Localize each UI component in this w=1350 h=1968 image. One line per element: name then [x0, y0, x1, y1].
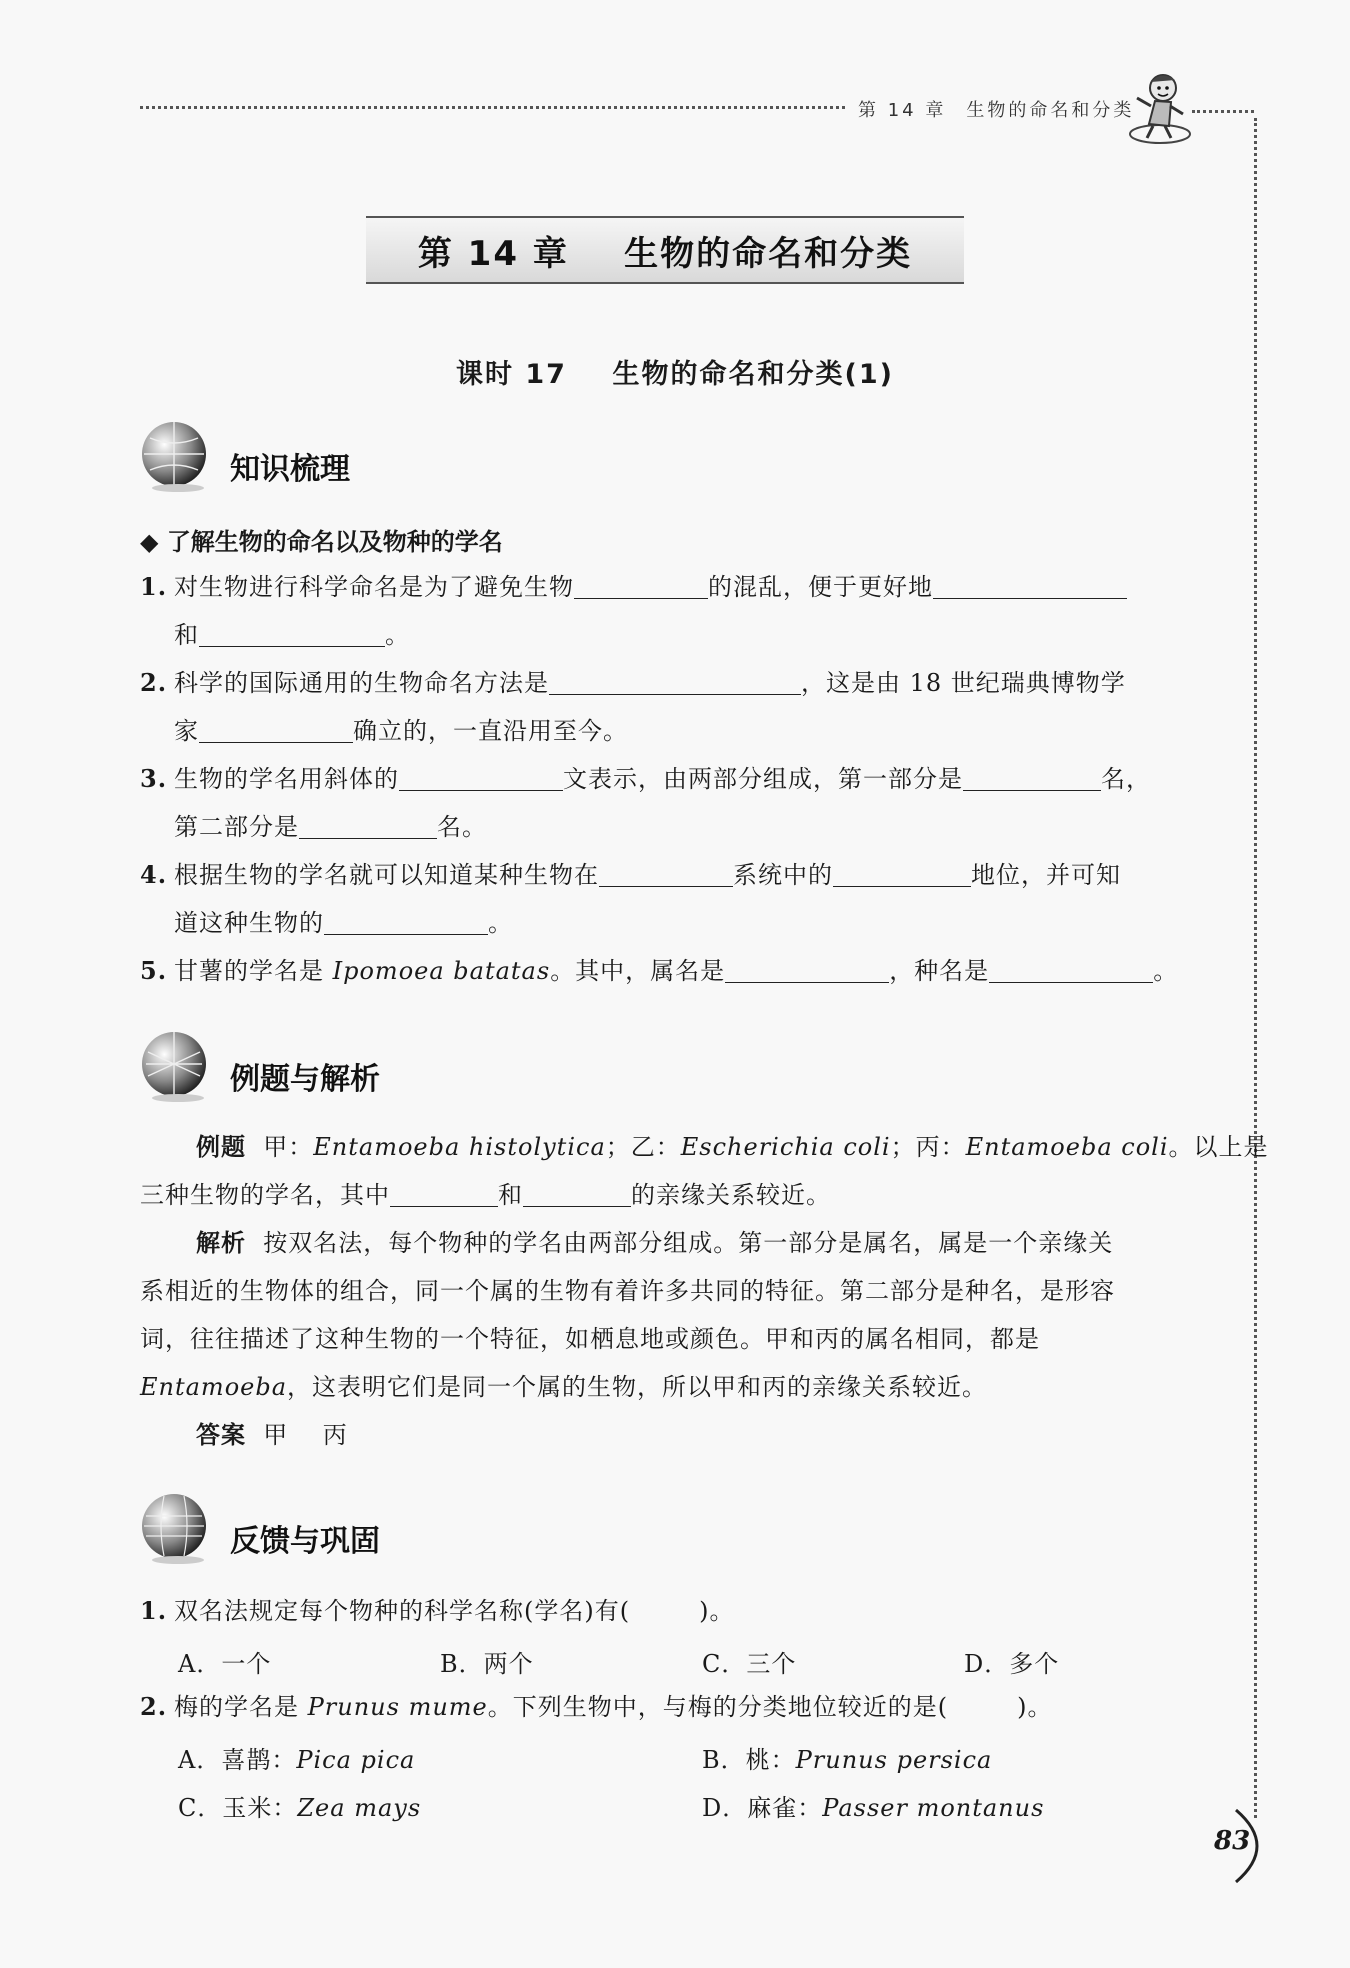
analysis-line-1: 解析 按双名法，每个物种的学名由两部分组成。第一部分是属名，属是一个亲缘关: [196, 1229, 1114, 1257]
header-dotted-rule-right: [1192, 110, 1254, 113]
header-chapter: 第 14 章: [858, 100, 947, 121]
answer-blank[interactable]: [933, 574, 1127, 599]
analysis-line-4: Entamoeba，这表明它们是同一个属的生物，所以甲和丙的亲缘关系较近。: [140, 1373, 988, 1401]
section-title-example: 例题与解析: [230, 1062, 380, 1097]
lesson-title: 课时 17 生物的命名和分类(1): [455, 359, 895, 390]
knowledge-q1-cont: 和 。: [174, 621, 410, 649]
analysis-line-2: 系相近的生物体的组合，同一个属的生物有着许多共同的特征。第二部分是种名，是形容: [140, 1277, 1115, 1305]
knowledge-q4-cont: 道这种生物的 。: [174, 909, 513, 937]
option-d[interactable]: D．麻雀：Passer montanus: [702, 1794, 1045, 1822]
chapter-title-box: [366, 216, 964, 284]
answer-blank[interactable]: [725, 958, 889, 983]
globe-icon: [138, 1028, 214, 1104]
answer-line: 答案 甲 丙: [196, 1421, 348, 1449]
analysis-line-3: 词，往往描述了这种生物的一个特征，如栖息地或颜色。甲和丙的属名相同，都是: [140, 1325, 1040, 1353]
knowledge-q2: 2. 科学的国际通用的生物命名方法是 ，这是由 18 世纪瑞典博物学: [140, 668, 1126, 697]
answer-blank[interactable]: [199, 622, 385, 647]
feedback-q1: 1. 双名法规定每个物种的科学名称(学名)有( )。: [140, 1596, 735, 1625]
header-dotted-rule: [140, 106, 845, 109]
example-question-cont: 三种生物的学名，其中 和 的亲缘关系较近。: [140, 1181, 831, 1209]
knowledge-q4: 4. 根据生物的学名就可以知道某种生物在 系统中的 地位，并可知: [140, 860, 1121, 889]
globe-icon: [138, 1490, 214, 1566]
running-header: [858, 96, 1134, 122]
answer-blank[interactable]: [199, 718, 353, 743]
answer-blank[interactable]: [833, 862, 971, 887]
answer-blank[interactable]: [549, 670, 801, 695]
knowledge-subheading: ◆ 了解生物的命名以及物种的学名: [140, 528, 503, 556]
answer-blank[interactable]: [390, 1182, 498, 1207]
option-a[interactable]: A．喜鹊：Pica pica: [178, 1746, 416, 1774]
page-number: 83: [1214, 1826, 1251, 1856]
knowledge-q3: 3. 生物的学名用斜体的 文表示，由两部分组成，第一部分是 名，: [140, 764, 1151, 793]
knowledge-q1: 1. 对生物进行科学命名是为了避免生物 的混乱，便于更好地: [140, 572, 1127, 602]
section-title-knowledge: 知识梳理: [230, 452, 350, 487]
answer-blank[interactable]: [989, 958, 1153, 983]
answer-blank[interactable]: [599, 862, 733, 887]
globe-icon: [138, 418, 214, 494]
example-question: 例题 甲：Entamoeba histolytica；乙：Escherichia coli；丙：Entamoeba coli。以上是: [196, 1133, 1269, 1161]
feedback-q2: 2. 梅的学名是 Prunus mume。下列生物中，与梅的分类地位较近的是( )。: [140, 1692, 1053, 1721]
option-d[interactable]: D．多个: [964, 1650, 1060, 1678]
knowledge-q2-cont: 家 确立的，一直沿用至今。: [174, 717, 628, 745]
answer-blank[interactable]: [574, 574, 708, 599]
answer-blank[interactable]: [399, 766, 563, 791]
section-title-feedback: 反馈与巩固: [230, 1524, 380, 1559]
chapter-title: 第 14 章 生物的命名和分类: [417, 233, 913, 274]
knowledge-q3-cont: 第二部分是 名。: [174, 813, 487, 841]
knowledge-q5: 5. 甘薯的学名是 Ipomoea batatas。其中，属名是 ，种名是 。: [140, 956, 1179, 985]
option-c[interactable]: C．三个: [702, 1650, 797, 1678]
option-b[interactable]: B．桃：Prunus persica: [702, 1746, 993, 1774]
answer-blank[interactable]: [523, 1182, 631, 1207]
option-a[interactable]: A．一个: [178, 1650, 272, 1678]
answer-blank[interactable]: [299, 814, 437, 839]
mascot-icon: [1125, 68, 1195, 148]
answer-blank[interactable]: [324, 910, 488, 935]
header-topic: 生物的命名和分类: [966, 100, 1135, 121]
option-c[interactable]: C．玉米：Zea mays: [178, 1794, 422, 1822]
answer-blank[interactable]: [963, 766, 1101, 791]
option-b[interactable]: B．两个: [440, 1650, 534, 1678]
